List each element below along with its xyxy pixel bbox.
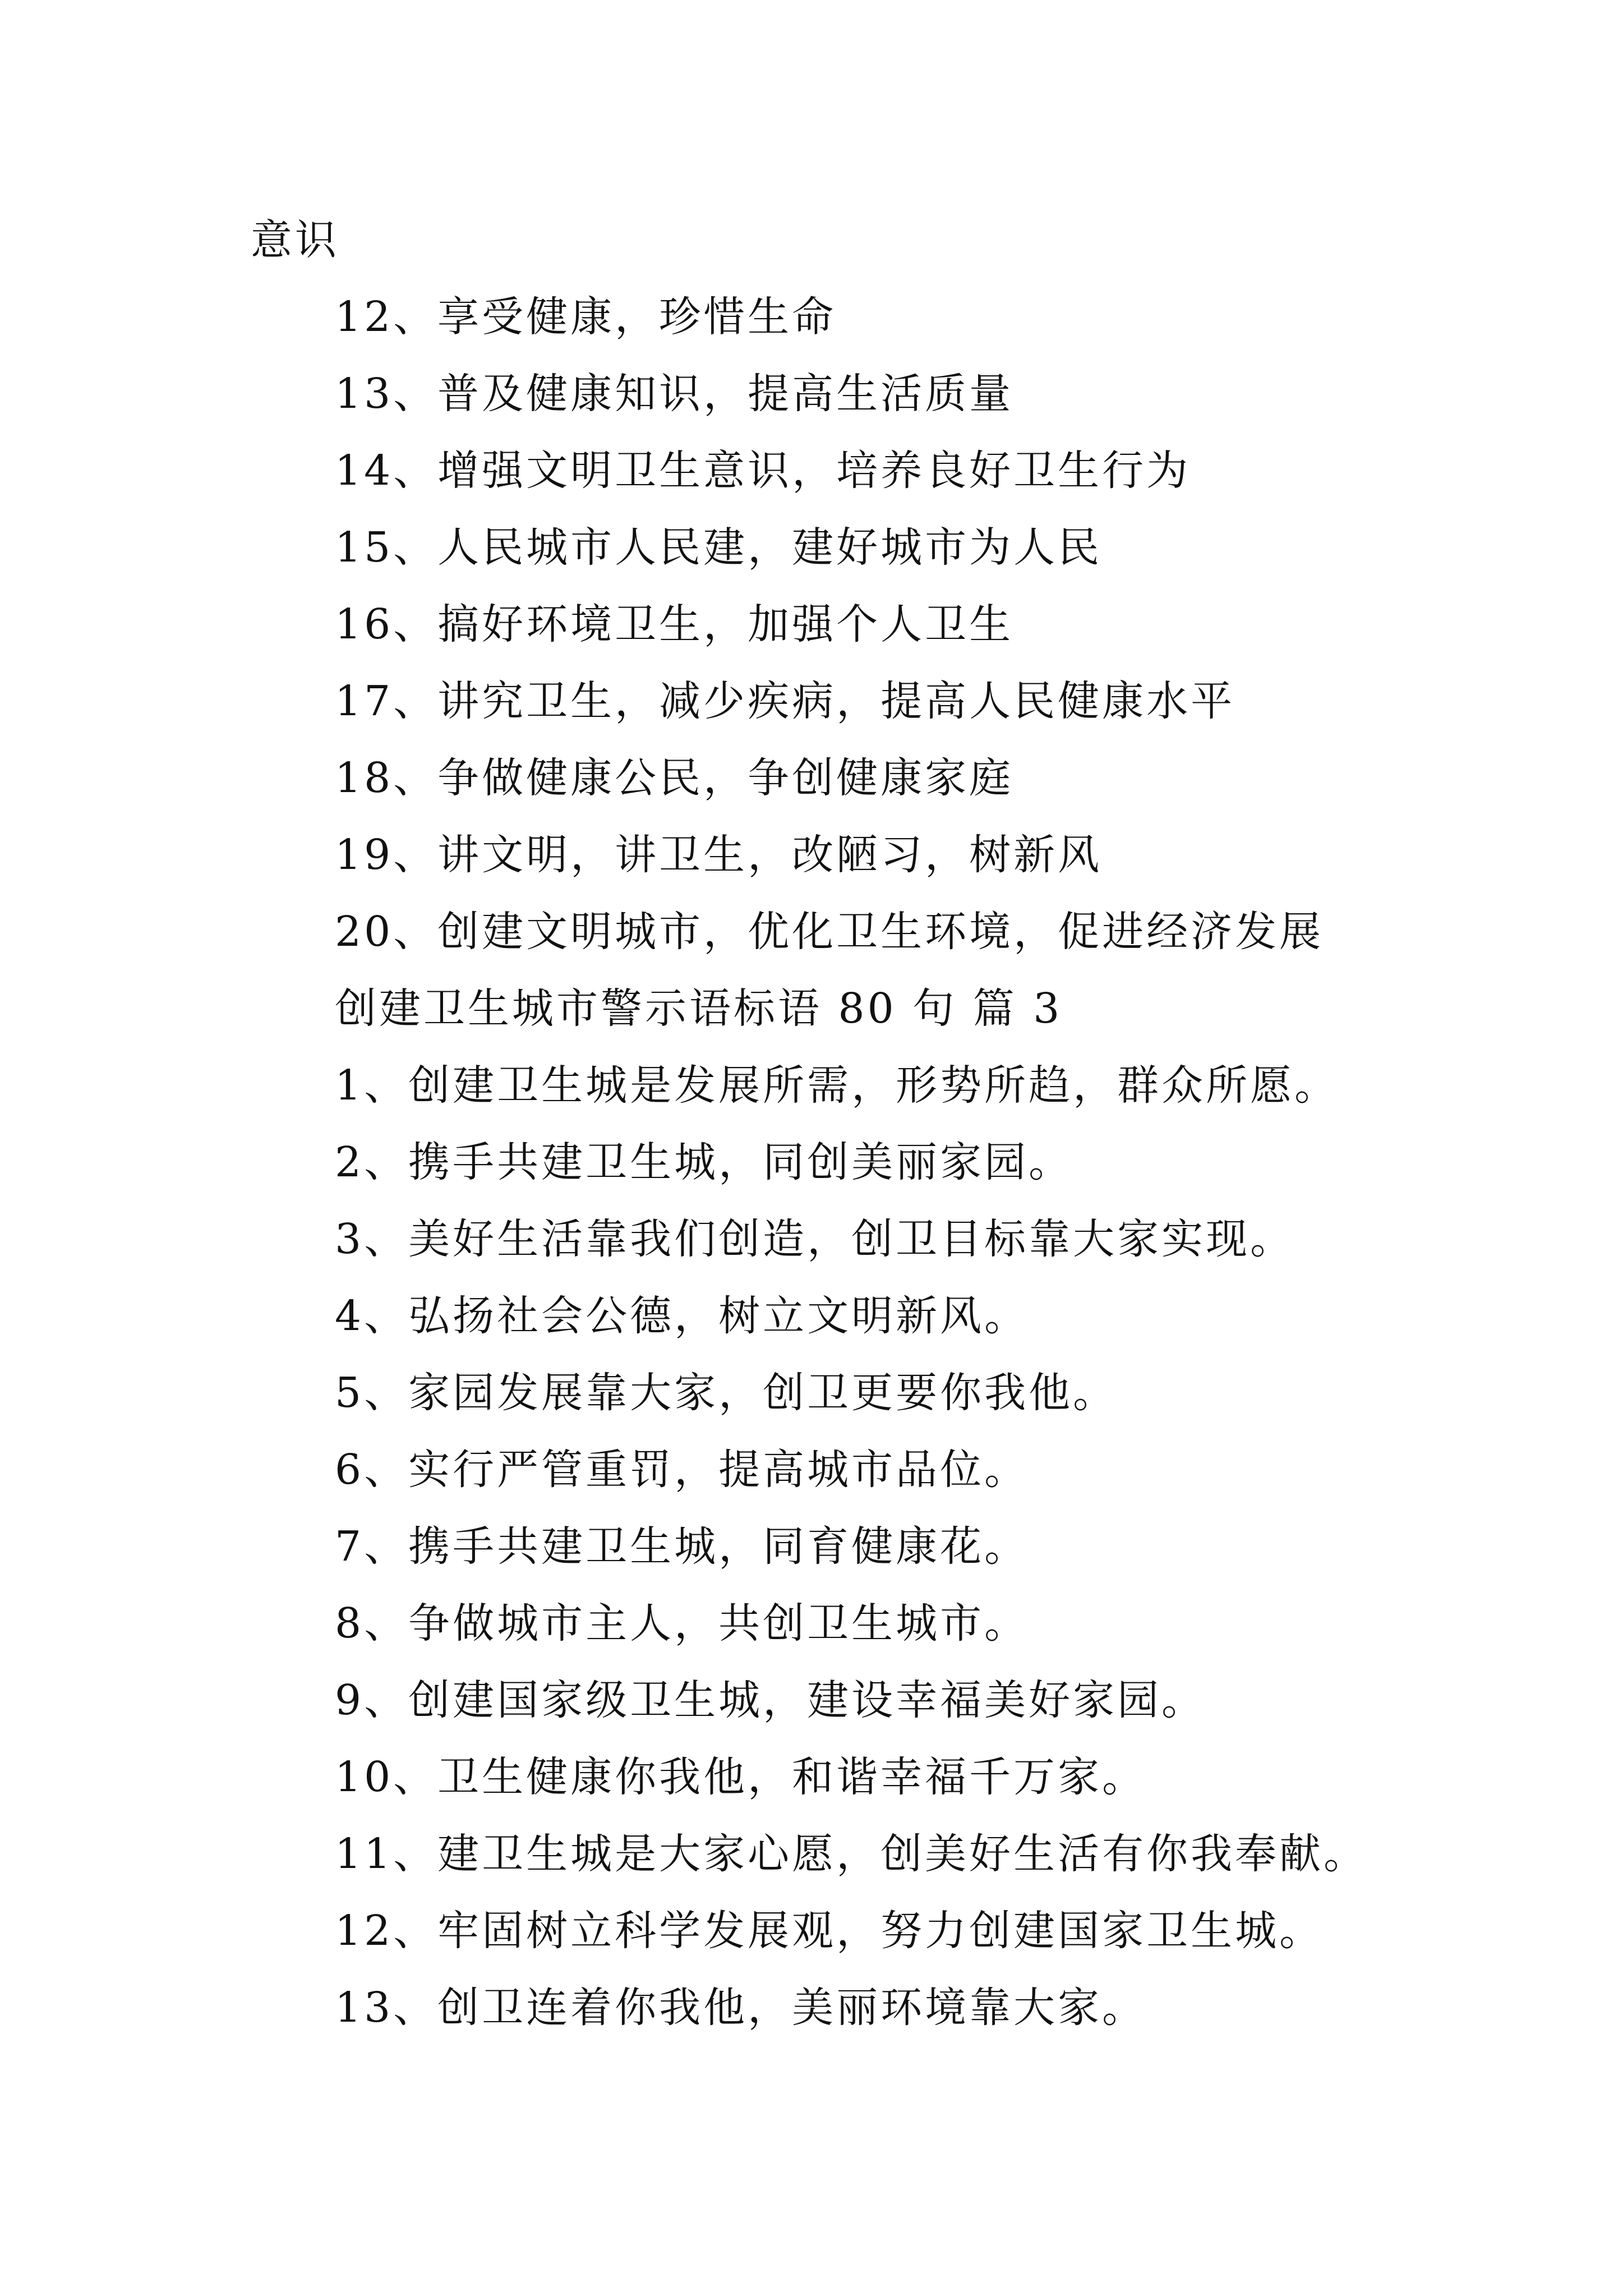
list-item: 19、讲文明，讲卫生，改陋习，树新风 (335, 831, 1103, 879)
list-item: 4、弘扬社会公德，树立文明新风。 (335, 1292, 1029, 1340)
list-item: 13、创卫连着你我他，美丽环境靠大家。 (335, 1984, 1147, 2032)
list-item: 12、牢固树立科学发展观，努力创建国家卫生城。 (335, 1907, 1324, 1955)
list-item: 16、搞好环境卫生，加强个人卫生 (335, 600, 1014, 648)
list-item: 8、争做城市主人，共创卫生城市。 (335, 1599, 1029, 1648)
list-item: 15、人民城市人民建，建好城市为人民 (335, 523, 1103, 572)
list-item: 10、卫生健康你我他，和谐幸福千万家。 (335, 1753, 1147, 1801)
section-heading: 创建卫生城市警示语标语 80 句 篇 3 (335, 984, 1063, 1033)
list-item: 7、携手共建卫生城，同育健康花。 (335, 1522, 1029, 1571)
list-item: 18、争做健康公民，争创健康家庭 (335, 754, 1014, 802)
list-item: 12、享受健康，珍惜生命 (335, 293, 837, 341)
list-item: 1、创建卫生城是发展所需，形势所趋，群众所愿。 (335, 1061, 1339, 1110)
list-item: 17、讲究卫生，减少疾病，提高人民健康水平 (335, 677, 1235, 725)
list-item: 11、建卫生城是大家心愿，创美好生活有你我奉献。 (335, 1830, 1368, 1878)
list-item: 3、美好生活靠我们创造，创卫目标靠大家实现。 (335, 1215, 1295, 1263)
list-item: 14、增强文明卫生意识，培养良好卫生行为 (335, 447, 1191, 495)
list-item: 20、创建文明城市，优化卫生环境，促进经济发展 (335, 908, 1324, 956)
list-item: 6、实行严管重罚，提高城市品位。 (335, 1446, 1029, 1494)
list-item: 5、家园发展靠大家，创卫更要你我他。 (335, 1369, 1118, 1417)
list-item: 9、创建国家级卫生城，建设幸福美好家园。 (335, 1676, 1206, 1724)
list-item: 2、携手共建卫生城，同创美丽家园。 (335, 1138, 1073, 1186)
continuation-text: 意识 (251, 216, 339, 264)
list-item: 13、普及健康知识，提高生活质量 (335, 370, 1014, 418)
